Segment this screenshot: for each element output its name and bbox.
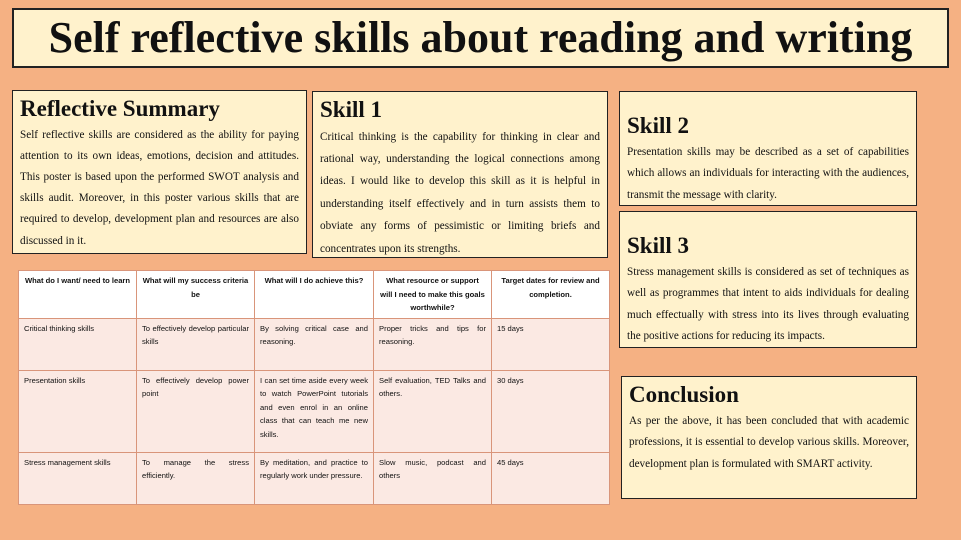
table-row xyxy=(19,452,610,504)
development-plan-table xyxy=(18,270,610,505)
header-success-criteria: What will my success criteria be xyxy=(137,271,255,319)
table-cell: Slow music, podcast and others xyxy=(374,452,492,504)
skill-1-text: Critical thinking is the capability for thinking in clear and rational way, understanding the logical connections among ideas. I would like to develop this skill as it is helpful in understanding itself effectively and in turn assists them to obviate any forms of pessimistic or limiting briefs and concentrates upon its strengths. xyxy=(320,130,600,255)
table-header-row xyxy=(19,271,610,319)
table-cell: To effectively develop power point xyxy=(137,370,255,452)
header-what-to-learn: What do I want/ need to learn xyxy=(19,271,137,319)
table-cell: 15 days xyxy=(492,318,610,370)
table-cell: To manage the stress efficiently. xyxy=(137,452,255,504)
conclusion-panel xyxy=(621,376,917,499)
table-cell: By meditation, and practice to regularly work under pressure. xyxy=(255,452,374,504)
table-cell: Proper tricks and tips for reasoning. xyxy=(374,318,492,370)
skill-3-heading: Skill 3 xyxy=(627,233,690,258)
table-cell: I can set time aside every week to watch PowerPoint tutorials and even enrol in an online class that can teach me new skills. xyxy=(255,370,374,452)
header-resources: What resource or support will I need to make this goals worthwhile? xyxy=(374,271,492,319)
table-row xyxy=(19,318,610,370)
table-cell: Stress management skills xyxy=(19,452,137,504)
title-banner xyxy=(12,8,949,68)
table-cell: Critical thinking skills xyxy=(19,318,137,370)
conclusion-text: As per the above, it has been concluded that with academic professions, it is essential to develop various skills. Moreover, development plan is formulated with SMART activity. xyxy=(629,414,909,470)
header-actions: What will I do achieve this? xyxy=(255,271,374,319)
skill-1-heading: Skill 1 xyxy=(320,97,383,122)
table-cell: By solving critical case and reasoning. xyxy=(255,318,374,370)
table-cell: Self evaluation, TED Talks and others. xyxy=(374,370,492,452)
conclusion-heading: Conclusion xyxy=(629,382,739,407)
poster-title: Self reflective skills about reading and writing xyxy=(48,13,913,62)
table-cell: Presentation skills xyxy=(19,370,137,452)
header-target-dates: Target dates for review and completion. xyxy=(492,271,610,319)
summary-heading: Reflective Summary xyxy=(20,96,220,121)
table-cell: 45 days xyxy=(492,452,610,504)
table-cell: 30 days xyxy=(492,370,610,452)
skill-2-heading: Skill 2 xyxy=(627,113,690,138)
table-cell: To effectively develop particular skills xyxy=(137,318,255,370)
reflective-summary-panel xyxy=(12,90,307,254)
skill-2-text: Presentation skills may be described as a set of capabilities which allows an individuals for interacting with the audiences, transmit the message with clarity. xyxy=(627,145,909,201)
skill-3-panel xyxy=(619,211,917,348)
summary-text: Self reflective skills are considered as the ability for paying attention to its own ideas, emotions, decision and attitudes. This poster is based upon the performed SWOT analysis and skills audit. Moreover, in this poster various skills that are required to develop, development plan and resources are also discussed in it. xyxy=(20,128,299,247)
table-row xyxy=(19,370,610,452)
skill-3-text: Stress management skills is considered as set of techniques as well as programmes that intent to aids individuals for dealing much effectually with stress into its lives through evaluating the positive actions for reducing its impacts. xyxy=(627,265,909,343)
skill-1-panel xyxy=(312,91,608,258)
skill-2-panel xyxy=(619,91,917,206)
